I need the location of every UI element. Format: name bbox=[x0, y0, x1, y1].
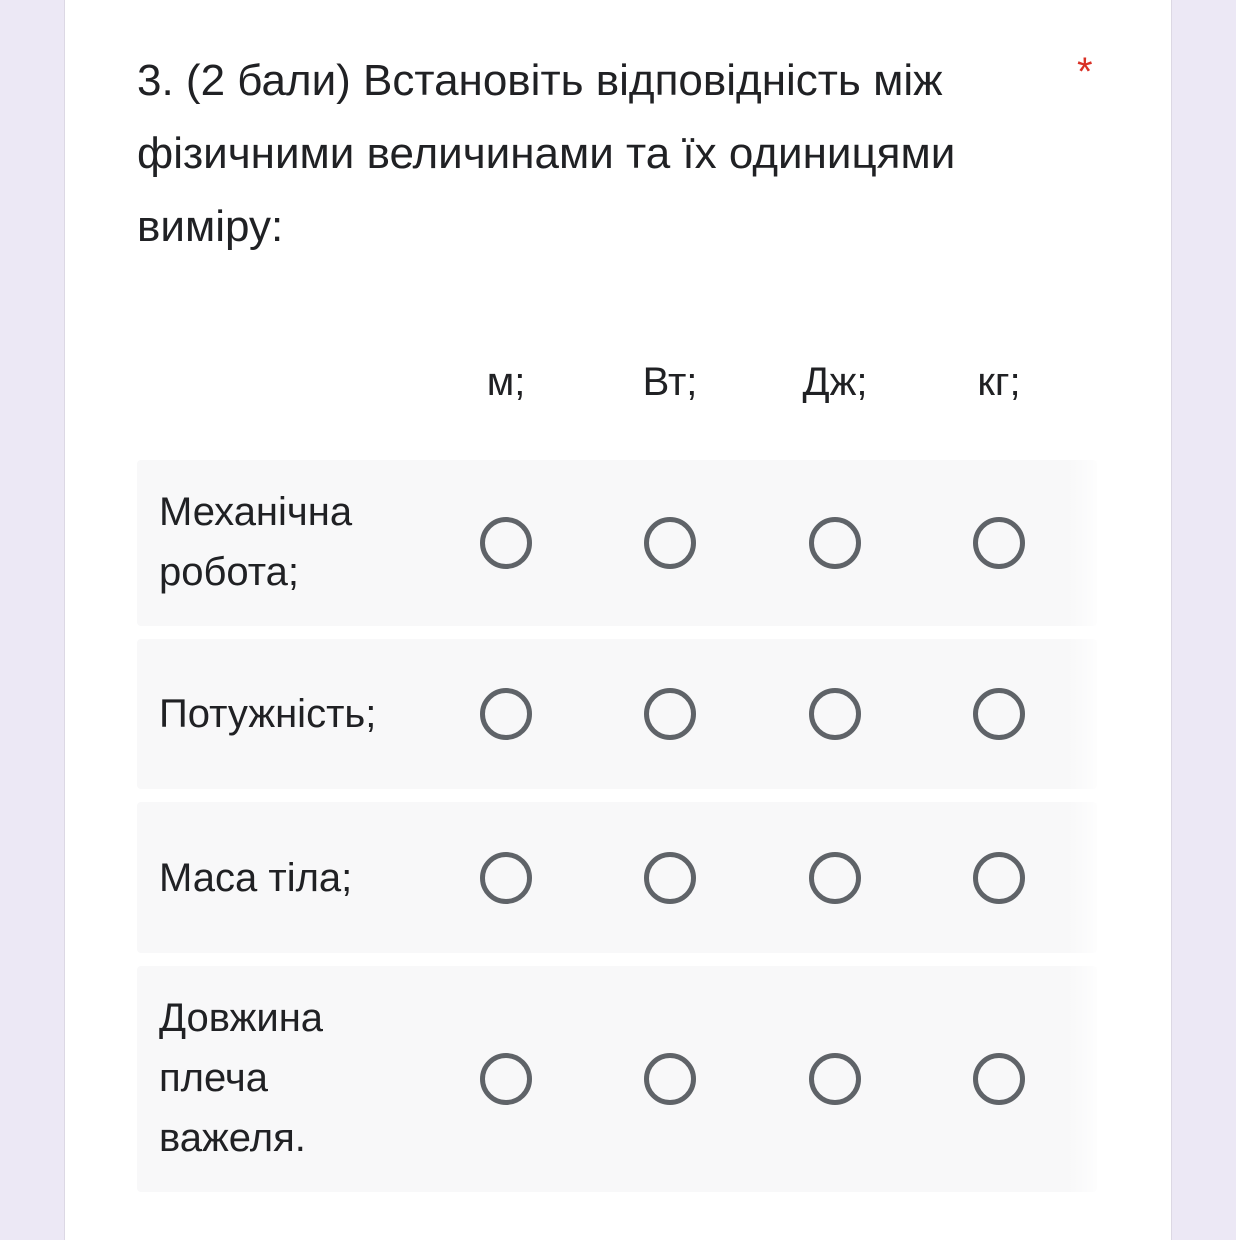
radio-mechanical-work-m[interactable] bbox=[480, 517, 532, 569]
row-fade bbox=[1067, 639, 1107, 789]
row-fade bbox=[1067, 460, 1107, 626]
radio-body-mass-kg[interactable] bbox=[973, 852, 1025, 904]
column-header-vt: Вт; bbox=[642, 360, 698, 404]
column-header-dzh: Дж; bbox=[802, 360, 868, 404]
radio-power-kg[interactable] bbox=[973, 688, 1025, 740]
row-label: Довжина плеча важеля. bbox=[159, 996, 324, 1160]
radio-power-vt[interactable] bbox=[644, 688, 696, 740]
grid-column-headers bbox=[137, 340, 1097, 420]
radio-body-mass-m[interactable] bbox=[480, 852, 532, 904]
grid-row-lever-arm-length bbox=[137, 966, 1097, 1192]
grid-row-mechanical-work bbox=[137, 460, 1097, 626]
radio-mechanical-work-kg[interactable] bbox=[973, 517, 1025, 569]
radio-body-mass-dzh[interactable] bbox=[809, 852, 861, 904]
radio-lever-arm-kg[interactable] bbox=[973, 1053, 1025, 1105]
radio-mechanical-work-dzh[interactable] bbox=[809, 517, 861, 569]
column-header-kg: кг; bbox=[977, 360, 1021, 404]
grid-row-power bbox=[137, 639, 1097, 789]
radio-body-mass-vt[interactable] bbox=[644, 852, 696, 904]
choice-grid bbox=[137, 340, 1097, 1160]
question-title: 3. (2 бали) Встановіть відповідність між фізичними величинами та їх одиницями виміру: bbox=[137, 56, 956, 251]
question-card bbox=[64, 0, 1172, 1240]
radio-power-dzh[interactable] bbox=[809, 688, 861, 740]
row-label: Механічна робота; bbox=[159, 490, 353, 594]
radio-lever-arm-vt[interactable] bbox=[644, 1053, 696, 1105]
required-indicator: * bbox=[1077, 50, 1093, 94]
radio-lever-arm-dzh[interactable] bbox=[809, 1053, 861, 1105]
row-label: Маса тіла; bbox=[159, 856, 353, 900]
radio-lever-arm-m[interactable] bbox=[480, 1053, 532, 1105]
grid-row-body-mass bbox=[137, 802, 1097, 953]
radio-mechanical-work-vt[interactable] bbox=[644, 517, 696, 569]
row-fade bbox=[1067, 802, 1107, 953]
radio-power-m[interactable] bbox=[480, 688, 532, 740]
column-header-m: м; bbox=[486, 360, 526, 404]
row-fade bbox=[1067, 966, 1107, 1192]
row-label: Потужність; bbox=[159, 692, 377, 736]
